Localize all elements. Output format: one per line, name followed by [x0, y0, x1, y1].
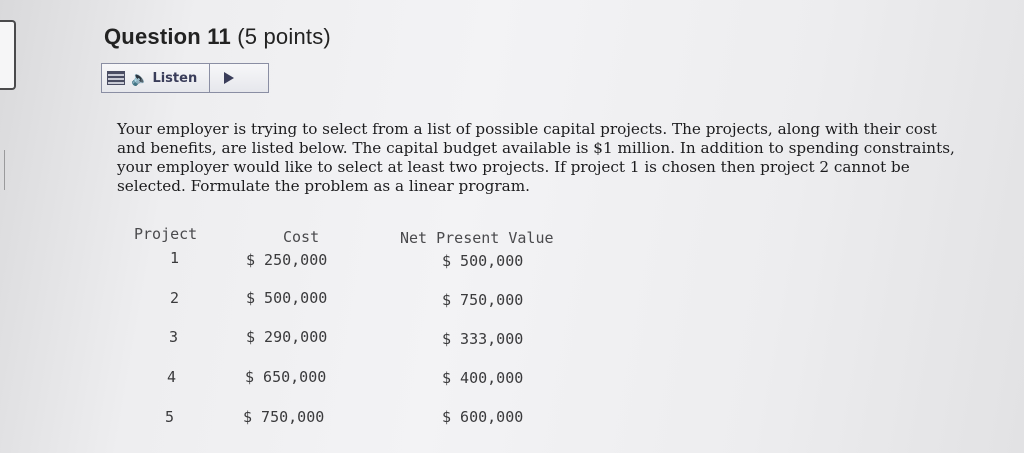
- table-cell-cost: $ 750,000: [243, 408, 325, 426]
- menu-icon[interactable]: [107, 71, 125, 85]
- question-title: [104, 24, 331, 50]
- table-cell-cost: $ 250,000: [246, 251, 328, 269]
- question-points: (5 points): [237, 24, 331, 49]
- table-cell-npv: $ 333,000: [442, 330, 524, 348]
- table-cell-cost: $ 290,000: [246, 328, 328, 346]
- table-cell-project: 5: [165, 408, 175, 426]
- table-cell-npv: $ 600,000: [442, 408, 524, 426]
- header-npv: Net Present Value: [400, 229, 554, 247]
- speaker-icon: 🔈: [131, 69, 149, 86]
- table-cell-project: 4: [167, 368, 177, 386]
- prompt-line: your employer would like to select at least two projects. If project 1 is chosen then project 2 cannot be: [117, 158, 910, 176]
- listen-toolbar[interactable]: [101, 63, 269, 93]
- table-cell-cost: $ 500,000: [246, 289, 328, 307]
- header-cost: Cost: [283, 228, 320, 246]
- question-number: Question 11: [104, 24, 231, 49]
- prompt-line: selected. Formulate the problem as a linear program.: [117, 177, 530, 195]
- question-prompt: [117, 120, 1007, 196]
- table-cell-npv: $ 750,000: [442, 291, 524, 309]
- prompt-line: and benefits, are listed below. The capital budget available is $1 million. In addition to spending constraints,: [117, 139, 955, 157]
- left-divider: [0, 150, 5, 190]
- table-cell-project: 2: [170, 289, 180, 307]
- table-cell-project: 3: [169, 328, 179, 346]
- toolbar-divider: [209, 64, 210, 92]
- play-icon[interactable]: [224, 72, 234, 84]
- left-panel-edge: [0, 20, 16, 90]
- header-project: Project: [134, 225, 198, 243]
- table-cell-npv: $ 500,000: [442, 252, 524, 270]
- listen-button-label[interactable]: Listen: [152, 70, 198, 86]
- table-cell-project: 1: [170, 249, 180, 267]
- prompt-line: Your employer is trying to select from a list of possible capital projects. The projects, along with their cost: [117, 120, 937, 138]
- table-cell-npv: $ 400,000: [442, 369, 524, 387]
- table-cell-cost: $ 650,000: [245, 368, 327, 386]
